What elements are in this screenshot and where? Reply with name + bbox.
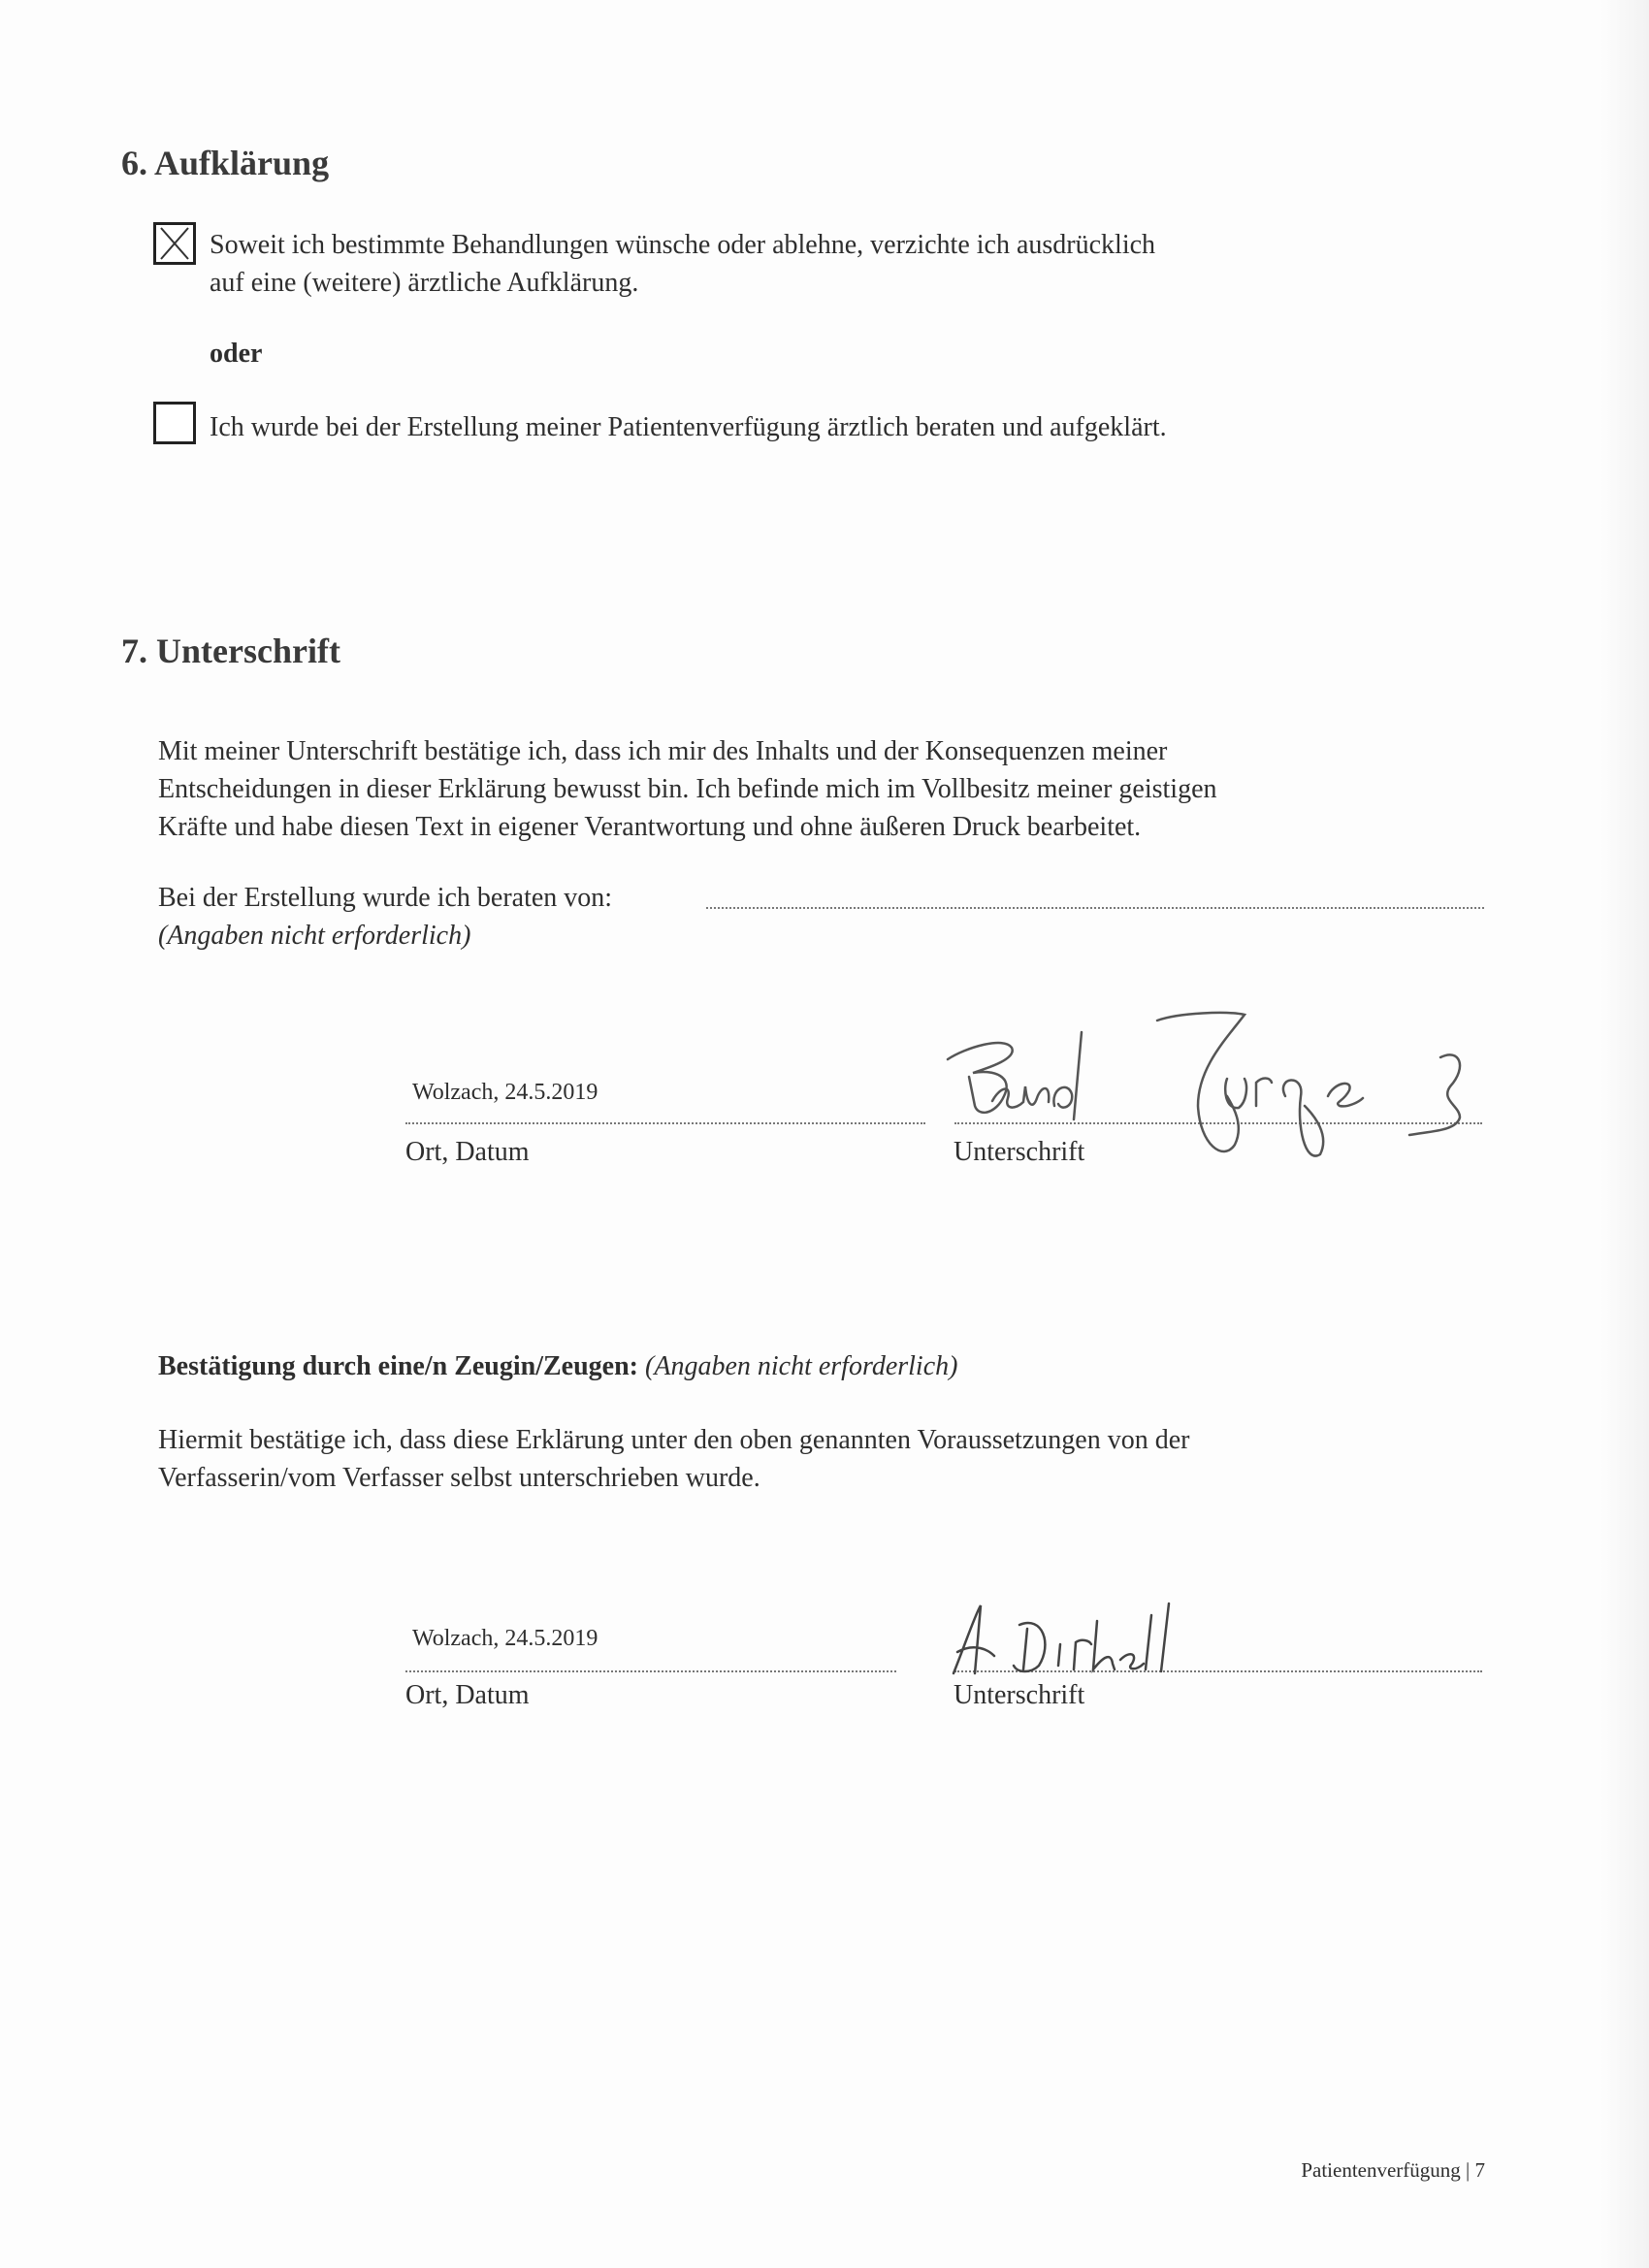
paragraph-line: Mit meiner Unterschrift bestätige ich, dass ich mir des Inhalts und der Konsequenzen meiner — [158, 736, 1168, 766]
page-footer: Patientenverfügung | 7 — [1301, 2158, 1485, 2182]
witness-paragraph-line: Verfasserin/vom Verfasser selbst unterschrieben wurde. — [158, 1463, 760, 1493]
paragraph-line: Kräfte und habe diesen Text in eigener Verantwortung und ohne äußeren Druck bearbeitet. — [158, 812, 1142, 842]
checkbox-waive-explanation[interactable] — [153, 222, 196, 265]
witness-heading-text: Bestätigung durch eine/n Zeugin/Zeugen: — [158, 1351, 639, 1381]
section-7-title: 7. Unterschrift — [121, 632, 340, 670]
witness-paragraph-line: Hiermit bestätige ich, dass diese Erklärung unter den oben genannten Voraussetzungen von der — [158, 1425, 1190, 1455]
place-date-line — [405, 1122, 925, 1124]
paragraph-line: Entscheidungen in dieser Erklärung bewusst bin. Ich befinde mich im Vollbesitz meiner geistigen — [158, 774, 1217, 804]
scan-edge — [1600, 0, 1649, 2268]
check-x-icon — [156, 225, 193, 262]
place-date-value: Wolzach, 24.5.2019 — [412, 1080, 598, 1105]
advised-by-note: (Angaben nicht erforderlich) — [158, 921, 471, 951]
option-1-line-1: Soweit ich bestimmte Behandlungen wünsche oder ablehne, verzichte ich ausdrücklich — [210, 230, 1156, 260]
handwritten-signature — [936, 1009, 1479, 1169]
witness-handwritten-signature — [946, 1596, 1208, 1683]
section-6-title: 6. Aufklärung — [121, 144, 330, 182]
signature-label: Unterschrift — [954, 1137, 1085, 1167]
witness-place-date-value: Wolzach, 24.5.2019 — [412, 1626, 598, 1651]
witness-signature-label: Unterschrift — [954, 1680, 1085, 1710]
witness-heading — [158, 1353, 957, 1380]
place-date-label: Ort, Datum — [405, 1137, 530, 1167]
witness-place-date-line — [405, 1670, 896, 1672]
advised-by-label: Bei der Erstellung wurde ich beraten von: — [158, 883, 613, 913]
advised-by-field[interactable] — [706, 907, 1484, 909]
witness-place-date-label: Ort, Datum — [405, 1680, 530, 1710]
option-2-text: Ich wurde bei der Erstellung meiner Patientenverfügung ärztlich beraten und aufgeklärt. — [210, 412, 1167, 442]
witness-heading-note: (Angaben nicht erforderlich) — [645, 1351, 958, 1381]
checkbox-advised-by-doctor[interactable] — [153, 402, 196, 444]
option-1-line-2: auf eine (weitere) ärztliche Aufklärung. — [210, 268, 639, 298]
or-label: oder — [210, 339, 263, 369]
